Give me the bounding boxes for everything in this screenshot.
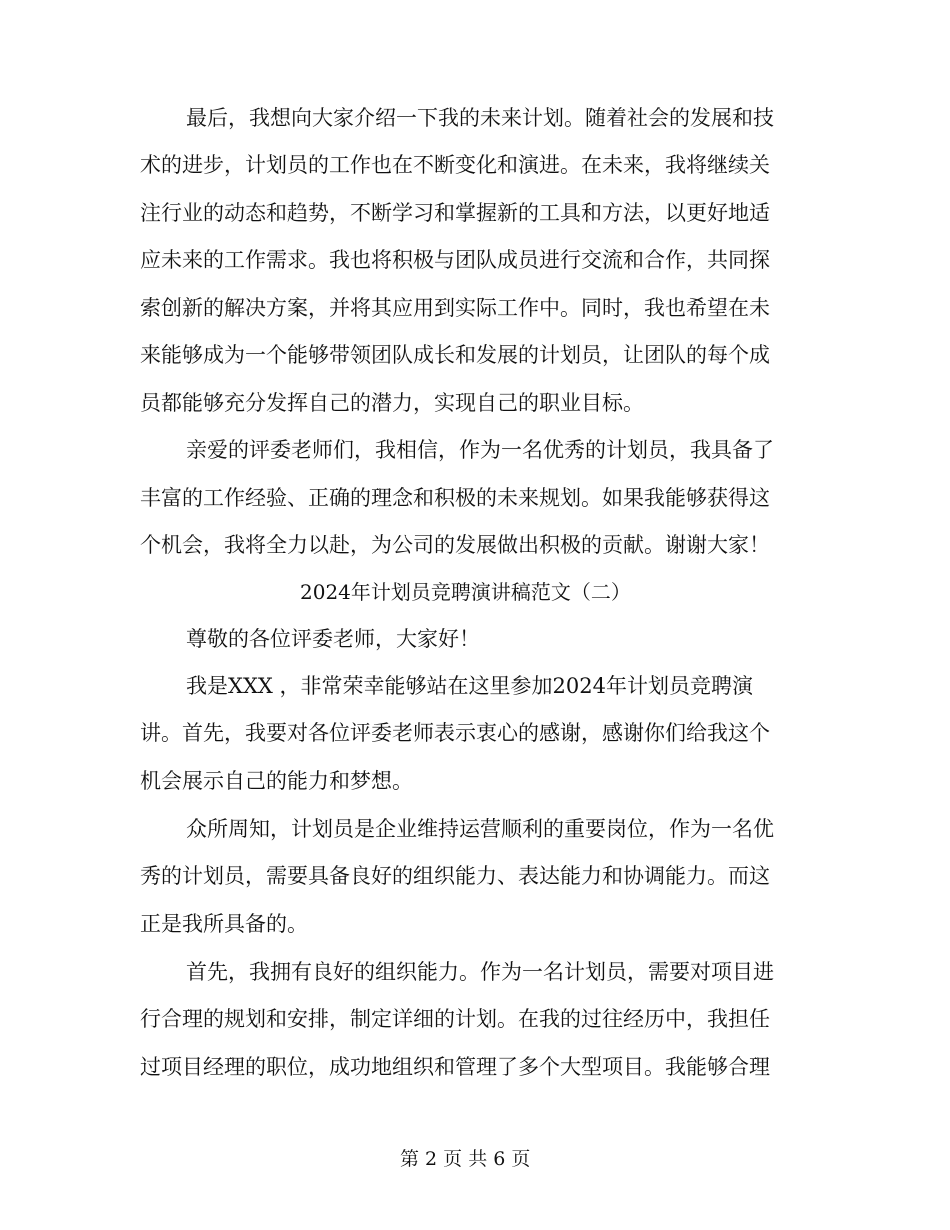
text-line: 注行业的动态和趋势，不断学习和掌握新的工具和方法，以更好地适 (140, 201, 770, 225)
text-line: 来能够成为一个能够带领团队成长和发展的计划员，让团队的每个成 (140, 343, 770, 367)
text-line: 最后，我想向大家介绍一下我的未来计划。随着社会的发展和技 (186, 106, 774, 130)
text-line: 机会展示自己的能力和梦想。 (140, 769, 413, 793)
page-footer: 第 2 页 共 6 页 (400, 1148, 531, 1170)
text-line: 索创新的解决方案，并将其应用到实际工作中。同时，我也希望在未 (140, 296, 770, 320)
text-line: 行合理的规划和安排，制定详细的计划。在我的过往经历中，我担任 (140, 1007, 770, 1031)
greeting: 尊敬的各位评委老师，大家好！ (186, 627, 480, 651)
text-line: 秀的计划员，需要具备良好的组织能力、表达能力和协调能力。而这 (140, 864, 770, 888)
text-line: 首先，我拥有良好的组织能力。作为一名计划员，需要对项目进 (186, 960, 774, 984)
section-title: 2024年计划员竞聘演讲稿范文（二） (300, 580, 631, 604)
text-line: 我是XXX ，非常荣幸能够站在这里参加2024年计划员竞聘演 (186, 674, 753, 698)
text-line: 过项目经理的职位，成功地组织和管理了多个大型项目。我能够合理 (140, 1055, 770, 1079)
text-line: 术的进步，计划员的工作也在不断变化和演进。在未来，我将继续关 (140, 153, 770, 177)
text-line: 亲爱的评委老师们，我相信，作为一名优秀的计划员，我具备了 (186, 438, 774, 462)
text-line: 个机会，我将全力以赴，为公司的发展做出积极的贡献。谢谢大家！ (140, 533, 770, 557)
text-line: 员都能够充分发挥自己的潜力，实现自己的职业目标。 (140, 391, 644, 415)
text-line: 讲。首先，我要对各位评委老师表示衷心的感谢，感谢你们给我这个 (140, 721, 770, 745)
text-line: 众所周知，计划员是企业维持运营顺利的重要岗位，作为一名优 (186, 817, 774, 841)
text-line: 应未来的工作需求。我也将积极与团队成员进行交流和合作，共同探 (140, 248, 770, 272)
text-line: 正是我所具备的。 (140, 912, 308, 936)
text-line: 丰富的工作经验、正确的理念和积极的未来规划。如果我能够获得这 (140, 486, 770, 510)
